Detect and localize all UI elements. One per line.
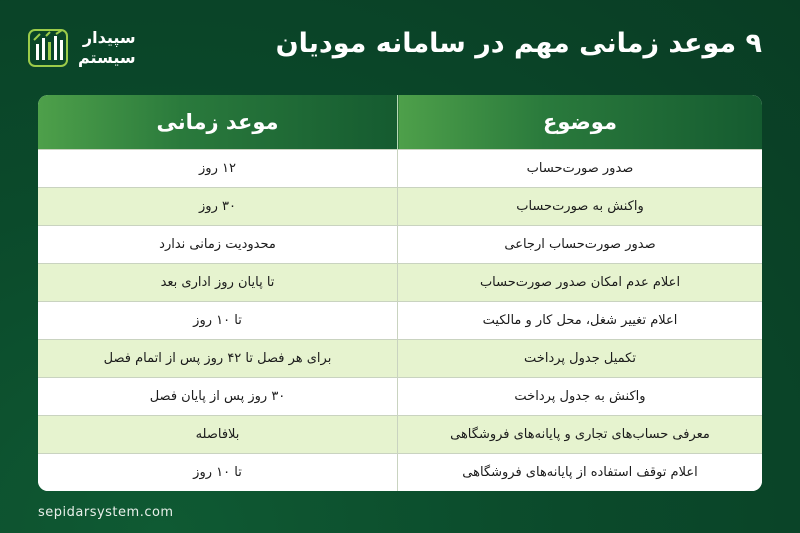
deadline-cell: محدودیت زمانی ندارد bbox=[38, 226, 398, 264]
logo-text bbox=[78, 28, 136, 68]
logo-line-2: سیستم bbox=[78, 48, 136, 67]
table-row bbox=[38, 150, 762, 188]
table-row bbox=[38, 264, 762, 302]
subject-cell: اعلام توقف استفاده از پایانه‌های فروشگاهی bbox=[398, 454, 763, 492]
header-subject: موضوع bbox=[398, 95, 763, 150]
deadline-cell: ۳۰ روز bbox=[38, 188, 398, 226]
table-header-row bbox=[38, 95, 762, 150]
deadline-cell: بلافاصله bbox=[38, 416, 398, 454]
table-row bbox=[38, 188, 762, 226]
header-deadline: موعد زمانی bbox=[38, 95, 398, 150]
deadline-cell: تا ۱۰ روز bbox=[38, 302, 398, 340]
deadline-cell: ۱۲ روز bbox=[38, 150, 398, 188]
table-row bbox=[38, 454, 762, 492]
deadlines-table-container bbox=[38, 95, 762, 491]
subject-cell: صدور صورت‌حساب bbox=[398, 150, 763, 188]
logo bbox=[26, 22, 136, 74]
deadlines-table bbox=[38, 95, 762, 491]
table-row bbox=[38, 340, 762, 378]
deadline-cell: تا پایان روز اداری بعد bbox=[38, 264, 398, 302]
subject-cell: واکنش به جدول پرداخت bbox=[398, 378, 763, 416]
subject-cell: اعلام عدم امکان صدور صورت‌حساب bbox=[398, 264, 763, 302]
header bbox=[0, 0, 800, 92]
subject-cell: تکمیل جدول پرداخت bbox=[398, 340, 763, 378]
deadline-cell: تا ۱۰ روز bbox=[38, 454, 398, 492]
logo-line-1: سپیدار bbox=[82, 28, 136, 47]
website-url: sepidarsystem.com bbox=[38, 505, 174, 520]
table-row bbox=[38, 226, 762, 264]
subject-cell: صدور صورت‌حساب ارجاعی bbox=[398, 226, 763, 264]
subject-cell: واکنش به صورت‌حساب bbox=[398, 188, 763, 226]
table-row bbox=[38, 302, 762, 340]
deadline-cell: برای هر فصل تا ۴۲ روز پس از اتمام فصل bbox=[38, 340, 398, 378]
table-row bbox=[38, 378, 762, 416]
subject-cell: اعلام تغییر شغل، محل کار و مالکیت bbox=[398, 302, 763, 340]
table-row bbox=[38, 416, 762, 454]
deadline-cell: ۳۰ روز پس از پایان فصل bbox=[38, 378, 398, 416]
subject-cell: معرفی حساب‌های تجاری و پایانه‌های فروشگاهی bbox=[398, 416, 763, 454]
sepidar-logo-icon bbox=[26, 26, 70, 70]
page-title: ۹ موعد زمانی مهم در سامانه مودیان bbox=[275, 28, 762, 59]
